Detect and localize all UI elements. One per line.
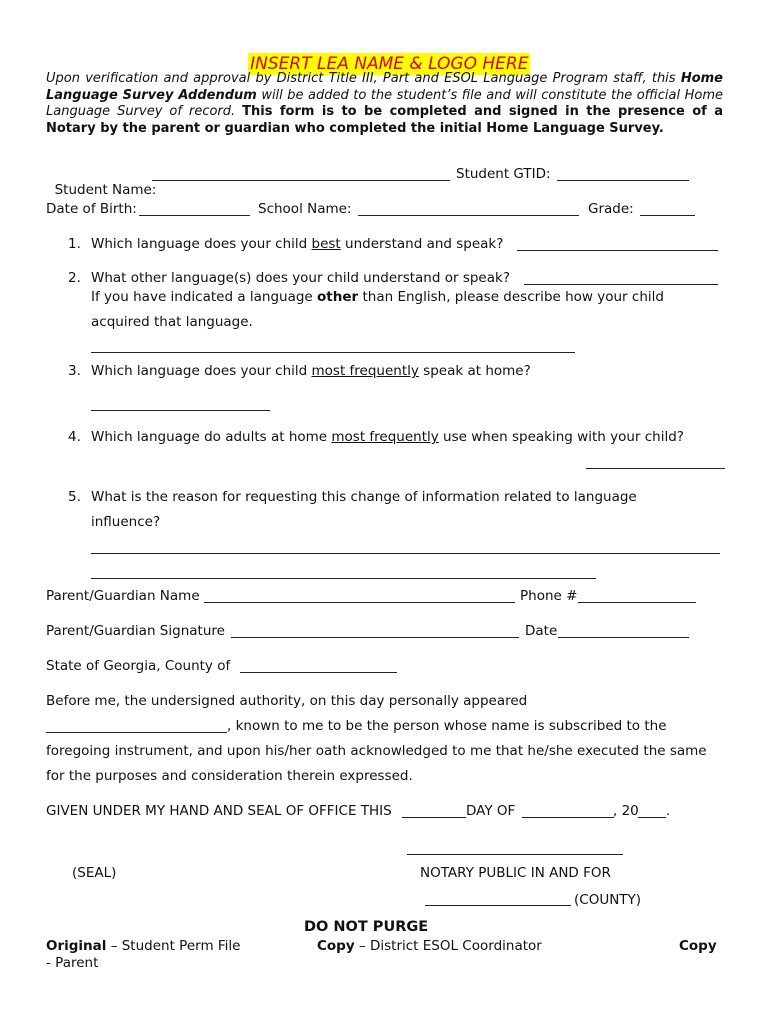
notary-public-label: NOTARY PUBLIC IN AND FOR [420,865,611,881]
q2-other-emphasis: other [317,289,359,305]
dob-field[interactable] [139,203,250,216]
notary-before-text: Before me, the undersigned authority, on this day personally appeared [46,693,528,709]
notary-purposes-text: for the purposes and consideration therein expressed. [46,768,413,784]
parent-distribution: - Parent [46,955,99,971]
phone-field[interactable] [578,590,696,603]
seal-label: (SEAL) [72,865,117,881]
q3-answer-field[interactable] [91,398,270,411]
phone-label: Phone # [520,588,578,604]
copy-label-1: Copy [317,938,355,954]
q2-number: 2. [68,270,81,286]
student-name-label: Student Name: [54,182,157,198]
student-name-field[interactable] [152,168,450,181]
parent-name-field[interactable] [204,590,515,603]
q1-answer-field[interactable] [517,238,718,251]
grade-field[interactable] [640,203,695,216]
original-distribution: Original – Student Perm File [46,938,241,954]
notary-county-field[interactable] [425,893,571,906]
q2-answer-field[interactable] [524,272,718,285]
q2-description-field[interactable] [91,340,575,353]
parent-name-label: Parent/Guardian Name [46,588,200,604]
grade-label: Grade: [588,201,634,217]
date-label: Date [525,623,558,639]
q1-text: Which language does your child best understand and speak? [91,236,504,252]
notary-signature-field[interactable] [407,842,623,855]
year-prefix-text: , 20 [613,803,639,819]
q4-answer-field[interactable] [586,456,725,469]
q5-text: What is the reason for requesting this change of information related to language [91,489,637,505]
q5-answer-field-1[interactable] [91,541,720,554]
q1-emphasis: best [311,236,341,252]
notary-foregoing-text: foregoing instrument, and upon his/her oath acknowledged to me that he/she executed the same [46,743,707,759]
intro-form-name: Home Language Survey Addendum [46,71,723,103]
q3-text: Which language does your child most frequently speak at home? [91,363,531,379]
q5-number: 5. [68,489,81,505]
dob-label: Date of Birth: [46,201,137,217]
parent-signature-field[interactable] [231,625,519,638]
day-field[interactable] [402,805,466,818]
q3-number: 3. [68,363,81,379]
lea-name-text: INSERT LEA NAME & LOGO HERE [250,54,529,74]
intro-text-1: Upon verification and approval by District Title III, Part and ESOL Language Program staff, this [46,71,681,86]
q5-text-2: influence? [91,514,161,530]
intro-instructions: This form is to be completed and signed in the presence of a Notary by the parent or guardian who completed the initial Home Language Survey. [46,104,723,136]
do-not-purge: DO NOT PURGE [304,919,429,935]
q2-followup: If you have indicated a language other than English, please describe how your child [91,289,664,305]
year-field[interactable] [638,805,666,818]
lea-name-placeholder [0,38,770,74]
q2-text: What other language(s) does your child understand or speak? [91,270,510,286]
school-name-label: School Name: [258,201,352,217]
q2-followup-2: acquired that language. [91,314,253,330]
student-gtid-field[interactable] [557,168,689,181]
given-period: . [666,803,671,819]
date-field[interactable] [558,625,689,638]
notary-known-text: , known to me to be the person whose name is subscribed to the [227,718,667,734]
copy-label-2: Copy [679,938,717,954]
intro-text-2: will be added to the student’s file and will constitute the official Home Language Survey of record. [46,87,723,120]
q1-number: 1. [68,236,81,252]
q4-emphasis: most frequently [331,429,439,445]
q4-text: Which language do adults at home most frequently use when speaking with your child? [91,429,684,445]
school-name-field[interactable] [358,203,579,216]
county-field[interactable] [240,660,397,673]
month-field[interactable] [522,805,614,818]
q5-answer-field-2[interactable] [91,566,596,579]
state-county-label: State of Georgia, County of [46,658,231,674]
appeared-name-field[interactable] [46,720,227,733]
day-of-text: DAY OF [466,803,516,819]
student-name-row [46,166,156,198]
given-under-text: GIVEN UNDER MY HAND AND SEAL OF OFFICE THIS [46,803,392,819]
parent-signature-label: Parent/Guardian Signature [46,623,225,639]
intro-paragraph [46,71,723,137]
q4-number: 4. [68,429,81,445]
notary-county-label: (COUNTY) [574,892,642,908]
copy-coordinator: Copy – District ESOL Coordinator [317,938,542,954]
original-label: Original [46,938,107,954]
q3-emphasis: most frequently [311,363,419,379]
student-gtid-label: Student GTID: [456,166,551,182]
